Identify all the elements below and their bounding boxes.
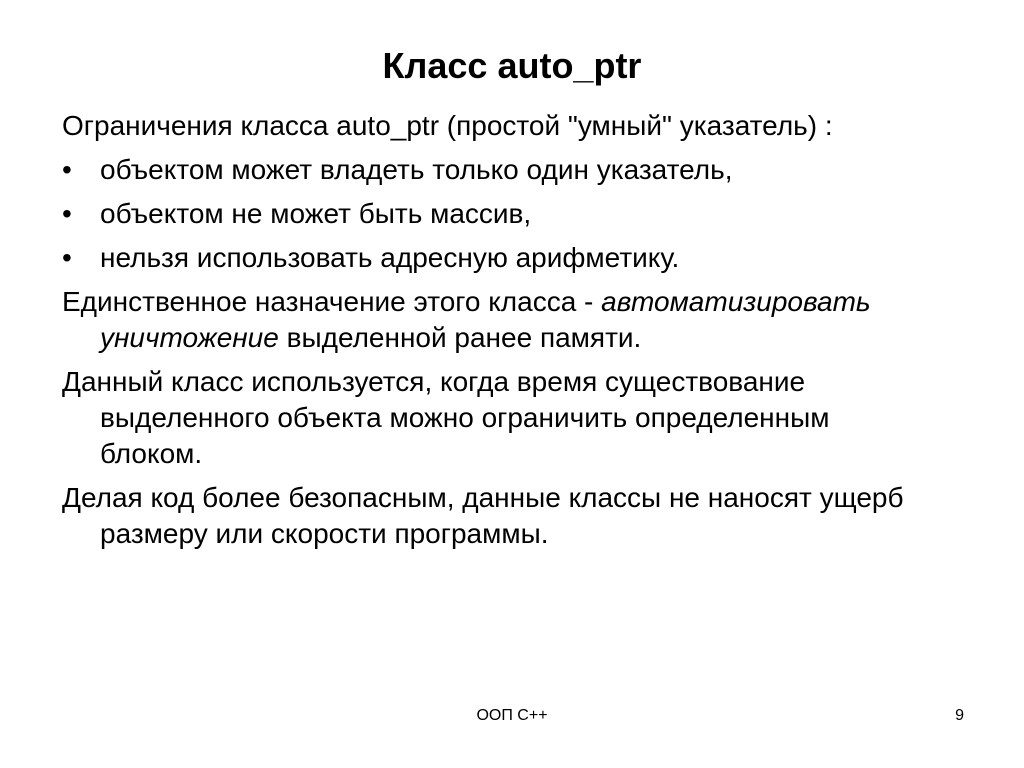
purpose-text-end: выделенной ранее памяти. — [278, 322, 642, 353]
usage-paragraph: Данный класс используется, когда время существование выделенного объекта можно ограничить определенным блоком. — [62, 366, 830, 469]
bullet-icon: • — [62, 154, 72, 185]
slide-content — [62, 108, 922, 560]
slide-title: Класс auto_ptr — [382, 45, 642, 86]
safety-paragraph: Делая код более безопасным, данные классы не наносят ущерб размеру или скорости программы. — [62, 482, 904, 549]
bullet-icon: • — [62, 198, 72, 229]
bullet-item — [62, 240, 922, 276]
page-number: 9 — [955, 707, 964, 724]
bullet-item — [62, 152, 922, 188]
bullet-item — [62, 196, 922, 232]
footer-course: ООП С++ — [476, 707, 548, 724]
bullet-text: объектом может владеть только один указатель, — [100, 154, 733, 185]
purpose-text-start: Единственное назначение этого класса - — [62, 286, 602, 317]
purpose-emphasis: автоматизировать уничтожение — [100, 286, 871, 353]
intro-paragraph: Ограничения класса auto_ptr (простой "умный" указатель) : — [62, 110, 833, 141]
bullet-text: нельзя использовать адресную арифметику. — [100, 242, 680, 273]
purpose-paragraph — [62, 284, 922, 356]
bullet-icon: • — [62, 242, 72, 273]
bullet-text: объектом не может быть массив, — [100, 198, 532, 229]
